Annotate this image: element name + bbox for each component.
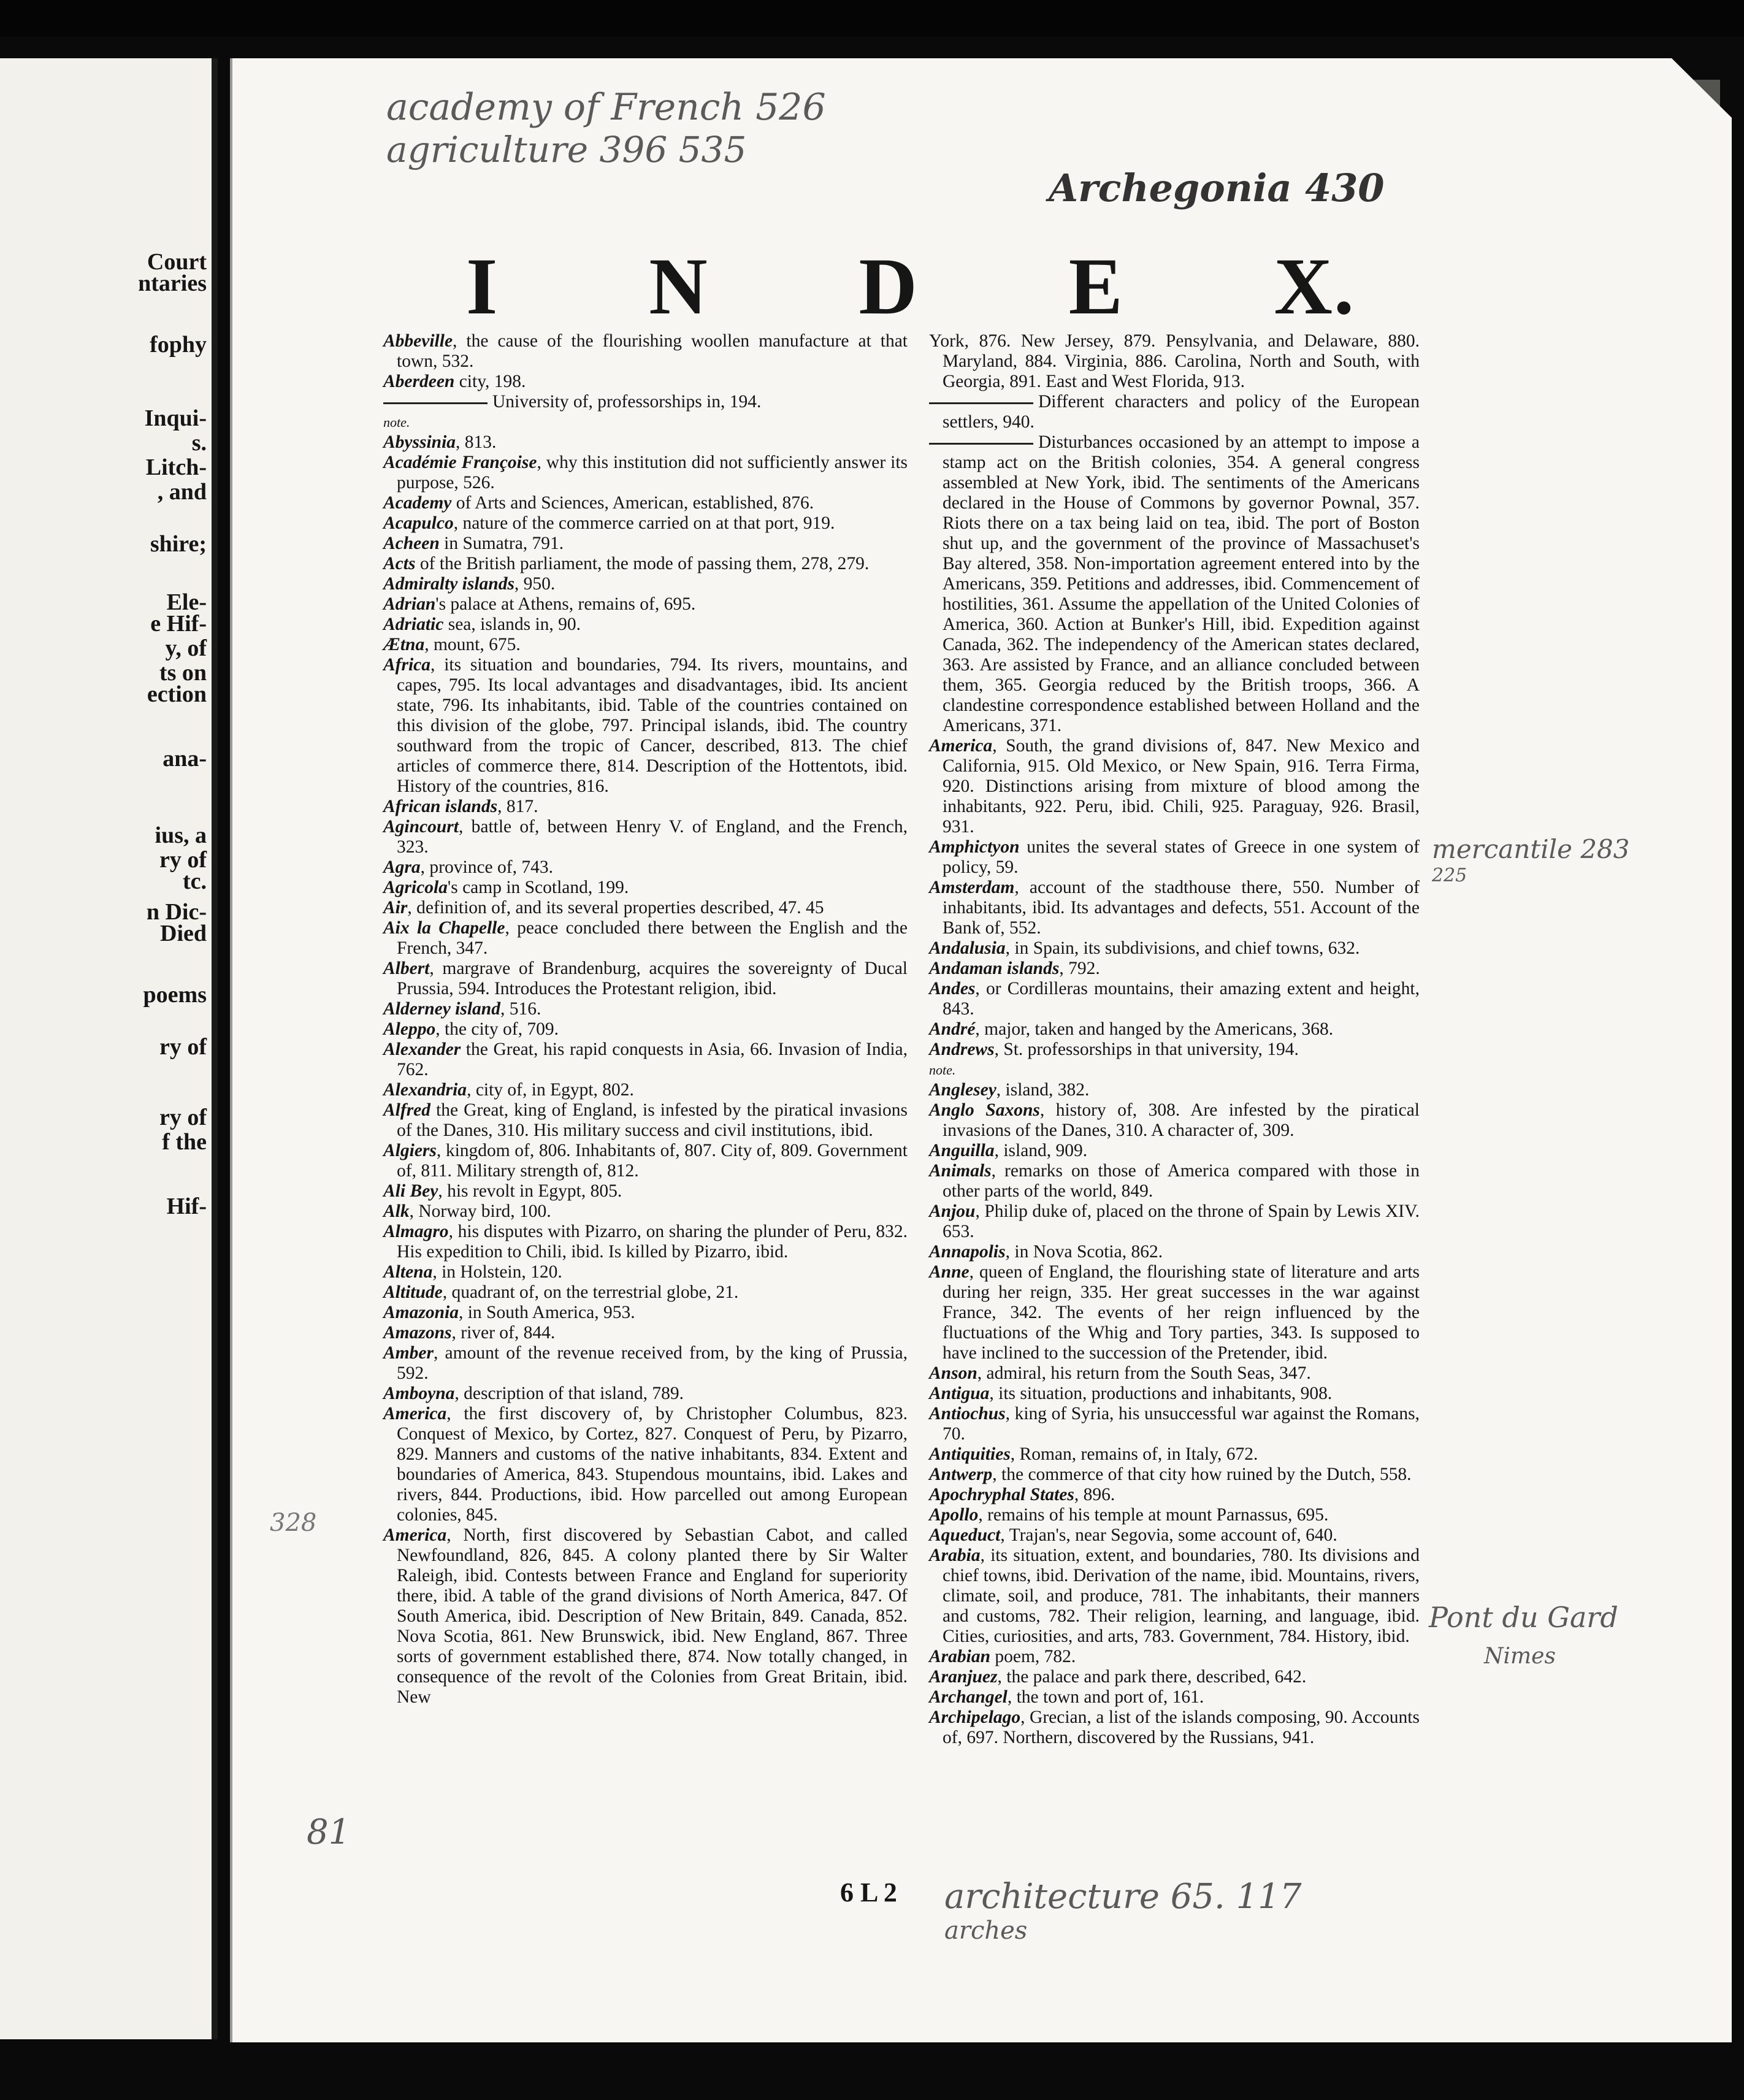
index-entry-text: , king of Syria, his unsuccessful war against the Romans, 70. xyxy=(943,1404,1420,1444)
index-entry-text: the Great, king of England, is infested by the piratical invasions of the Danes, 310. His military success and civil institutions, ibid. xyxy=(397,1100,908,1140)
index-entry-text: , Roman, remains of, in Italy, 672. xyxy=(1010,1444,1258,1464)
index-entry-text: , 896. xyxy=(1074,1485,1115,1504)
title-letter: E xyxy=(1068,241,1124,331)
index-note: note. xyxy=(383,415,410,430)
index-entry-text: , remarks on those of America compared with those in other parts of the world, 849. xyxy=(943,1161,1420,1201)
index-entry xyxy=(383,999,908,1019)
index-entry xyxy=(383,1222,908,1262)
index-entry-text: , or Cordilleras mountains, their amazing extent and height, 843. xyxy=(943,979,1420,1019)
handwritten-margin-left-1: 328 xyxy=(270,1509,317,1537)
index-entry xyxy=(929,837,1420,878)
index-headword: Aix la Chapelle xyxy=(383,918,505,938)
facing-page-text: ana- xyxy=(163,746,207,772)
handwritten-note-top-2: agriculture 396 535 xyxy=(386,129,747,171)
index-subentry xyxy=(929,392,1420,432)
facing-page-text: ius, a xyxy=(155,822,207,848)
index-headword: Antigua xyxy=(929,1384,990,1403)
index-entry-text: , its situation and boundaries, 794. Its rivers, mountains, and capes, 795. Its local advantages and disadvantages, ibid. Its ancient state, 796. Its inhabitants, ibid. Table of the countries contained on this division of the globe, 797. Principal islands, ibid. The country southward from the tropic of Cancer, described, 813. The chief articles of commerce there, 814. Description of the Hottentots, ibid. History of the countries, 816. xyxy=(397,655,908,796)
index-entry xyxy=(929,736,1420,837)
index-entry-text: , the cause of the flourishing woollen manufacture at that town, 532. xyxy=(397,331,908,371)
index-headword: Andrews xyxy=(929,1040,995,1059)
index-entry-text: , Philip duke of, placed on the throne of Spain by Lewis XIV. 653. xyxy=(943,1201,1420,1241)
handwritten-note-top-1: academy of French 526 xyxy=(386,86,826,129)
index-entry xyxy=(383,554,908,574)
index-entry-text: , 792. xyxy=(1059,959,1100,978)
index-headword: Anglo Saxons xyxy=(929,1100,1040,1120)
index-headword: Aranjuez xyxy=(929,1667,998,1687)
index-entry-text: , his disputes with Pizarro, on sharing the plunder of Peru, 832. His expedition to Chili, ibid. Is killed by Pizarro, ibid. xyxy=(397,1222,908,1262)
index-headword: Acapulco xyxy=(383,513,454,533)
index-headword: Altitude xyxy=(383,1282,443,1302)
index-entry-text: , description of that island, 789. xyxy=(454,1384,684,1403)
facing-page-text: ts on xyxy=(159,660,207,686)
index-entry-text: , mount, 675. xyxy=(424,635,521,654)
index-entry xyxy=(929,1242,1420,1262)
facing-page-text: , and xyxy=(157,479,207,505)
index-entry xyxy=(929,1525,1420,1546)
index-headword: Aqueduct xyxy=(929,1525,1001,1545)
index-entry xyxy=(383,493,908,513)
index-headword: Amphictyon xyxy=(929,837,1020,857)
ditto-rule xyxy=(383,402,488,404)
index-entry xyxy=(383,453,908,493)
index-entry-text: , definition of, and its several properties described, 47. 45 xyxy=(407,898,824,918)
facing-page-text: shire; xyxy=(150,531,207,557)
facing-page-text: Ele- xyxy=(166,589,207,615)
index-entry xyxy=(383,1141,908,1181)
index-entry-text: , river of, 844. xyxy=(451,1323,556,1343)
facing-page-text: Court xyxy=(147,249,207,275)
index-headword: André xyxy=(929,1019,976,1039)
index-headword: Admiralty islands xyxy=(383,574,514,594)
index-headword: Amboyna xyxy=(383,1384,455,1403)
facing-page-text: ry of xyxy=(159,1034,207,1060)
index-column-right xyxy=(929,331,1420,1748)
index-note: note. xyxy=(929,1062,956,1078)
index-headword: Agricola xyxy=(383,878,448,897)
index-headword: Acts xyxy=(383,554,416,573)
index-entry xyxy=(929,1080,1420,1100)
index-entry xyxy=(929,1141,1420,1161)
index-entry-text: unites the several states of Greece in one system of policy, 59. xyxy=(943,837,1420,877)
index-headword: Africa xyxy=(383,655,431,675)
index-headword: Apollo xyxy=(929,1505,979,1525)
ditto-rule xyxy=(929,443,1033,445)
handwritten-note-bottom-2: arches xyxy=(944,1917,1028,1945)
index-entry xyxy=(929,1687,1420,1707)
index-entry xyxy=(383,432,908,453)
facing-page-fragment xyxy=(0,58,218,2039)
index-entry xyxy=(929,1546,1420,1647)
index-entry xyxy=(929,1201,1420,1242)
index-headword: Almagro xyxy=(383,1222,449,1241)
index-entry xyxy=(383,1404,908,1525)
index-entry-text: , major, taken and hanged by the Americans, 368. xyxy=(975,1019,1334,1039)
index-entry-text: , account of the stadthouse there, 550. Number of inhabitants, ibid. Its advantages and defects, 551. Account of the Bank of, 552. xyxy=(943,878,1420,938)
title-letter: N xyxy=(649,241,709,331)
index-entry xyxy=(383,1040,908,1080)
index-entry xyxy=(383,898,908,918)
index-entry-text: , remains of his temple at mount Parnassus, 695. xyxy=(978,1505,1329,1525)
page-title xyxy=(466,239,1355,333)
ditto-rule xyxy=(929,402,1033,404)
index-headword: Antiochus xyxy=(929,1404,1006,1424)
index-entry-text: , St. professorships in that university, 194. xyxy=(994,1040,1299,1059)
facing-page-text: ry of xyxy=(159,1105,207,1130)
index-headword: Annapolis xyxy=(929,1242,1006,1262)
index-headword: America xyxy=(929,736,993,756)
signature-mark: 6 L 2 xyxy=(840,1877,897,1907)
index-headword: Andes xyxy=(929,979,976,998)
index-entry-text: , peace concluded there between the English and the French, 347. xyxy=(397,918,908,958)
index-headword: Academy xyxy=(383,493,452,513)
index-entry-text: , 813. xyxy=(456,432,497,452)
handwritten-note-bottom-1: architecture 65. 117 xyxy=(944,1877,1302,1917)
index-headword: Amazons xyxy=(383,1323,452,1343)
index-entry-text: , the palace and park there, described, 642. xyxy=(997,1667,1307,1687)
facing-page-text: n Dic- xyxy=(146,899,207,925)
index-entry xyxy=(383,878,908,898)
index-entry xyxy=(383,1080,908,1100)
facing-page-text: s. xyxy=(191,430,207,456)
index-headword: Anglesey xyxy=(929,1080,996,1100)
index-entry xyxy=(383,635,908,655)
index-headword: African islands xyxy=(383,797,498,816)
index-entry xyxy=(929,1505,1420,1525)
index-headword: Alfred xyxy=(383,1100,431,1120)
index-entry-text: , province of, 743. xyxy=(420,857,553,877)
index-headword: Aberdeen xyxy=(383,372,455,391)
index-entry-text: , why this institution did not sufficiently answer its purpose, 526. xyxy=(397,453,908,492)
scan-border-top xyxy=(0,0,1744,37)
index-entry xyxy=(383,1343,908,1384)
index-entry-text: , nature of the commerce carried on at that port, 919. xyxy=(453,513,835,533)
index-headword: Amber xyxy=(383,1343,434,1363)
index-entry-text: , Grecian, a list of the islands composing, 90. Accounts of, 697. Northern, discovered by the Russians, 941. xyxy=(943,1707,1420,1747)
index-headword: Abyssinia xyxy=(383,432,456,452)
index-entry-text: , the first discovery of, by Christopher Columbus, 823. Conquest of Mexico, by Cortez, 827. Conquest of Peru, by Pizarro, 829. Manners and customs of the native inhabitants, 834. Extent and boundaries of America, 843. Stupendous mountains, ibid. Lakes and rivers, 844. Productions, ibid. How parcelled out among European colonies, 845. xyxy=(397,1404,908,1525)
index-headword: Agra xyxy=(383,857,421,877)
index-entry xyxy=(929,938,1420,959)
index-entry xyxy=(929,1019,1420,1040)
facing-page-text: ry of xyxy=(159,847,207,873)
index-entry-text: University of, professorships in, 194. xyxy=(492,392,762,412)
index-entry-text: , the town and port of, 161. xyxy=(1007,1687,1204,1707)
index-entry-text: , in Holstein, 120. xyxy=(432,1262,562,1282)
index-entry-text: , in South America, 953. xyxy=(458,1303,635,1322)
handwritten-margin-left-2: 81 xyxy=(307,1812,351,1852)
index-entry-text: city, 198. xyxy=(454,372,526,391)
index-entry-text: , 817. xyxy=(497,797,538,816)
index-entry xyxy=(383,574,908,594)
index-entry-text: of Arts and Sciences, American, established, 876. xyxy=(451,493,814,513)
index-entry-text: , island, 909. xyxy=(994,1141,1088,1160)
index-entry xyxy=(383,797,908,817)
index-entry xyxy=(929,1100,1420,1141)
index-entry-text: , amount of the revenue received from, by the king of Prussia, 592. xyxy=(397,1343,908,1383)
index-entry xyxy=(383,857,908,878)
index-headword: Académie Françoise xyxy=(383,453,537,472)
index-entry-text: in Sumatra, 791. xyxy=(439,534,564,553)
index-entry xyxy=(929,1444,1420,1465)
index-headword: Anson xyxy=(929,1363,977,1383)
index-entry-text: , his revolt in Egypt, 805. xyxy=(438,1181,622,1201)
index-headword: Altena xyxy=(383,1262,433,1282)
index-entry xyxy=(929,1647,1420,1667)
index-headword: Archipelago xyxy=(929,1707,1021,1727)
index-headword: Antiquities xyxy=(929,1444,1011,1464)
index-headword: Albert xyxy=(383,959,430,978)
index-entry xyxy=(383,918,908,959)
index-entry xyxy=(929,1384,1420,1404)
index-entry xyxy=(383,1201,908,1222)
index-entry xyxy=(929,959,1420,979)
facing-page-text: ntaries xyxy=(138,270,207,296)
index-entry-text: York, 876. New Jersey, 879. Pensylvania, and Delaware, 880. Maryland, 884. Virginia, 886. Carolina, North and South, with Georgia, 891. East and West Florida, 913. xyxy=(929,331,1420,391)
index-entry-text: 's palace at Athens, remains of, 695. xyxy=(435,594,696,614)
index-headword: Arabian xyxy=(929,1647,991,1666)
index-headword: Andaman islands xyxy=(929,959,1060,978)
handwritten-margin-right-1b: 225 xyxy=(1432,865,1467,886)
index-entry xyxy=(383,1525,908,1707)
index-headword: Anjou xyxy=(929,1201,976,1221)
facing-page-text: Litch- xyxy=(145,454,207,480)
title-letter: D xyxy=(859,241,919,331)
index-headword: Alexandria xyxy=(383,1080,467,1100)
handwritten-margin-right-2: Pont du Gard xyxy=(1429,1601,1618,1634)
facing-page-text: fophy xyxy=(150,332,207,358)
index-entry-text: the Great, his rapid conquests in Asia, 66. Invasion of India, 762. xyxy=(397,1040,908,1079)
index-entry xyxy=(929,1262,1420,1363)
index-entry-text: , in Nova Scotia, 862. xyxy=(1005,1242,1163,1262)
index-entry-text: Disturbances occasioned by an attempt to impose a stamp act on the British colonies, 354. A general congress assembled at New York, ibid. The sentiments of the Americans declared in the House of Commons by governor Pownal, 357. Riots there on a tax being laid on tea, ibid. The port of Boston shut up, and the government of the province of Massachuset's Bay altered, 358. Non-importation agreement entered into by the Americans, 359. Petitions and addresses, ibid. Commencement of hostilities, 361. Assume the appellation of the United Colonies of America, 360. Action at Bunker's Hill, ibid. Expedition against Canada, 362. The independency of the American states declared, 363. Are assisted by France, and an alliance concluded between them, 365. Georgia reduced by the British troops, 366. A clandestine correspondence established between Holland and the Americans, 371. xyxy=(943,432,1420,735)
index-headword: Amsterdam xyxy=(929,878,1015,897)
handwritten-margin-right-1: mercantile 283 xyxy=(1432,834,1630,864)
index-headword: Aleppo xyxy=(383,1019,436,1039)
title-letter: I xyxy=(466,241,499,331)
index-entry xyxy=(383,1282,908,1303)
index-headword: Abbeville xyxy=(383,331,453,351)
index-entry xyxy=(383,1262,908,1282)
facing-page-text: Inqui- xyxy=(144,405,207,431)
index-entry xyxy=(383,615,908,635)
index-entry xyxy=(383,1384,908,1404)
index-entry xyxy=(383,594,908,615)
index-headword: Alderney island xyxy=(383,999,500,1019)
index-headword: Apochryphal States xyxy=(929,1485,1074,1504)
index-entry-text: of the British parliament, the mode of passing them, 278, 279. xyxy=(415,554,870,573)
index-entry-text: , its situation, productions and inhabitants, 908. xyxy=(989,1384,1333,1403)
index-entry-text: , the commerce of that city how ruined by the Dutch, 558. xyxy=(992,1465,1412,1484)
facing-page-text: y, of xyxy=(165,635,207,661)
index-headword: Adrian xyxy=(383,594,436,614)
handwritten-note-top-right: Archegonia 430 xyxy=(1049,166,1385,210)
index-headword: Archangel xyxy=(929,1687,1008,1707)
index-headword: Algiers xyxy=(383,1141,437,1160)
facing-page-text: Died xyxy=(160,921,207,946)
index-entry-text: , admiral, his return from the South Seas, 347. xyxy=(977,1363,1311,1383)
index-entry xyxy=(383,513,908,534)
index-entry-text: , 950. xyxy=(514,574,556,594)
index-entry xyxy=(929,1465,1420,1485)
index-entry xyxy=(383,655,908,797)
index-entry xyxy=(383,1100,908,1141)
index-headword: Adriatic xyxy=(383,615,444,634)
index-entry xyxy=(929,1404,1420,1444)
handwritten-margin-right-2b: Nimes xyxy=(1484,1644,1556,1669)
index-entry xyxy=(383,959,908,999)
index-headword: Anguilla xyxy=(929,1141,995,1160)
index-entry xyxy=(383,1323,908,1343)
index-column-left xyxy=(383,331,908,1707)
index-headword: Andalusia xyxy=(929,938,1006,958)
index-headword: Agincourt xyxy=(383,817,459,837)
index-entry-text: , battle of, between Henry V. of England, and the French, 323. xyxy=(397,817,908,857)
index-entry-text: , South, the grand divisions of, 847. New Mexico and California, 915. Old Mexico, or New Spain, 916. Terra Firma, 920. Distinctions arising from mixture of blood among the inhabitants, 922. Peru, ibid. Chili, 925. Paraguay, 926. Brasil, 931. xyxy=(943,736,1420,837)
index-headword: Ætna xyxy=(383,635,425,654)
index-entry xyxy=(383,372,908,392)
index-entry-text: , quadrant of, on the terrestrial globe, 21. xyxy=(442,1282,739,1302)
index-entry-text: , margrave of Brandenburg, acquires the sovereignty of Ducal Prussia, 594. Introduces the Protestant religion, ibid. xyxy=(397,959,908,998)
index-entry xyxy=(383,1181,908,1201)
index-subentry xyxy=(929,432,1420,736)
index-entry-text: , city of, in Egypt, 802. xyxy=(467,1080,634,1100)
index-subentry xyxy=(383,392,908,412)
index-entry-text: , Norway bird, 100. xyxy=(409,1201,551,1221)
facing-page-text: poems xyxy=(143,982,207,1008)
index-headword: Antwerp xyxy=(929,1465,993,1484)
index-entry xyxy=(929,1707,1420,1748)
index-entry xyxy=(383,817,908,857)
index-entry-text: , 516. xyxy=(500,999,541,1019)
index-entry-text: , its situation, extent, and boundaries, 780. Its divisions and chief towns, ibid. Derivation of the name, ibid. Mountains, rivers, climate, soil, and produce, 781. The inhabitants, their manners and customs, 782. Their religion, learning, and language, ibid. Cities, curiosities, and arts, 783. Government, 784. History, ibid. xyxy=(943,1546,1420,1646)
facing-page-text: ection xyxy=(147,681,207,707)
index-entry xyxy=(929,878,1420,938)
index-entry xyxy=(383,1303,908,1323)
index-headword: Air xyxy=(383,898,408,918)
index-entry-text: 's camp in Scotland, 199. xyxy=(447,878,629,897)
index-headword: Arabia xyxy=(929,1546,981,1565)
index-entry-text: sea, islands in, 90. xyxy=(443,615,581,634)
index-headword: Amazonia xyxy=(383,1303,459,1322)
index-entry xyxy=(383,534,908,554)
facing-page-text: e Hif- xyxy=(150,611,207,637)
index-entry-text: , queen of England, the flourishing state of literature and arts during her reign, 335. Her great successes in the war against France, 342. The events of her reign influenced by the fluctuations of the Whig and Tory parties, 343. Is supposed to have inclined to the succession of the Pretender, ibid. xyxy=(943,1262,1420,1363)
index-headword: Ali Bey xyxy=(383,1181,438,1201)
index-entry-text: Different characters and policy of the European settlers, 940. xyxy=(943,392,1420,432)
index-entry-text: , island, 382. xyxy=(996,1080,1090,1100)
index-entry-text: , kingdom of, 806. Inhabitants of, 807. City of, 809. Government of, 811. Military strength of, 812. xyxy=(397,1141,908,1181)
index-entry xyxy=(929,1667,1420,1687)
index-entry xyxy=(383,331,908,372)
index-entry-text: , the city of, 709. xyxy=(435,1019,559,1039)
index-entry xyxy=(929,1161,1420,1201)
index-entry xyxy=(929,1363,1420,1384)
facing-page-text: f the xyxy=(162,1129,207,1155)
index-entry xyxy=(929,331,1420,392)
index-entry xyxy=(929,979,1420,1019)
index-headword: Anne xyxy=(929,1262,970,1282)
index-entry-text: , in Spain, its subdivisions, and chief towns, 632. xyxy=(1005,938,1360,958)
index-entry xyxy=(383,1019,908,1040)
index-entry-text: , Trajan's, near Segovia, some account of, 640. xyxy=(1000,1525,1337,1545)
facing-page-text: tc. xyxy=(182,868,207,894)
title-letter: X. xyxy=(1274,241,1355,331)
facing-page-text: Hif- xyxy=(166,1194,207,1219)
index-headword: America xyxy=(383,1525,447,1545)
index-headword: Alk xyxy=(383,1201,410,1221)
index-entry-text: , North, first discovered by Sebastian Cabot, and called Newfoundland, 826, 845. A colony planted there by Sir Walter Raleigh, ibid. Contests between France and England for superiority there, ibid. A table of the grand divisions of North America, 847. Of South America, ibid. Description of New Britain, 849. Canada, 852. Nova Scotia, 861. New Brunswick, ibid. New England, 867. Three sorts of government established there, 874. Now totally changed, in consequence of the revolt of the Colonies from Great Britain, ibid. New xyxy=(397,1525,908,1707)
index-headword: America xyxy=(383,1404,447,1424)
index-entry-text: , history of, 308. Are infested by the piratical invasions of the Danes, 310. A character of, 309. xyxy=(943,1100,1420,1140)
index-entry-text: poem, 782. xyxy=(990,1647,1076,1666)
index-headword: Animals xyxy=(929,1161,992,1181)
index-entry xyxy=(929,1040,1420,1060)
index-headword: Acheen xyxy=(383,534,440,553)
index-entry xyxy=(929,1485,1420,1505)
index-headword: Alexander xyxy=(383,1040,461,1059)
